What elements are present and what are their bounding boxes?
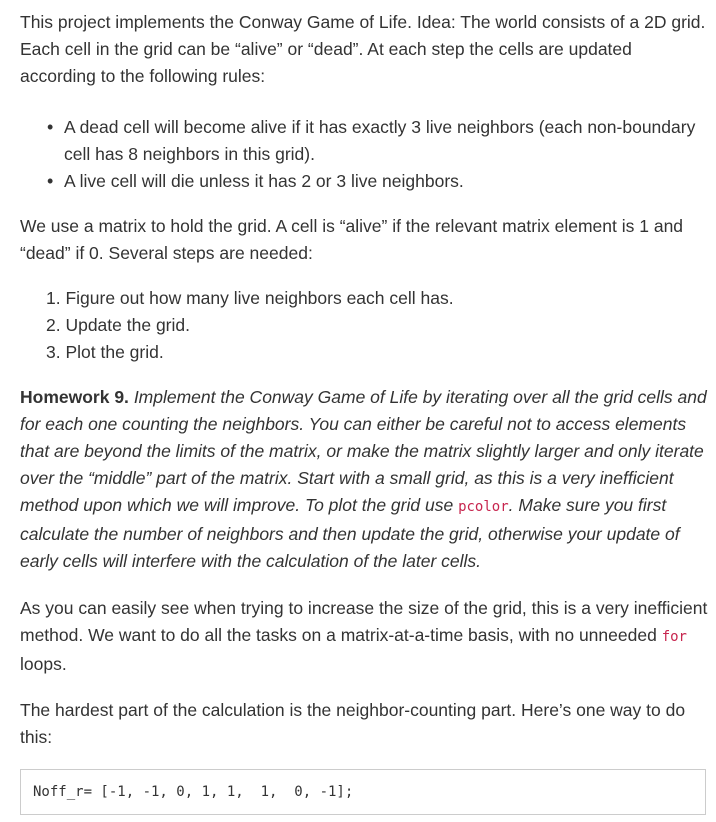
inefficient-text-before: As you can easily see when trying to increase the size of the grid, this is a very inefficient method. We want to do all the tasks on a matrix-at-a-time basis, with no unneeded xyxy=(20,598,708,645)
intro-paragraph: This project implements the Conway Game of Life. Idea: The world consists of a 2D grid. Each cell in the grid can be “alive” or “dead”. At each step the cells are updated according to the following rules: xyxy=(20,12,706,86)
homework-paragraph xyxy=(20,384,710,575)
for-code: for xyxy=(661,629,687,645)
list-item: • A live cell will die unless it has 2 or 3 live neighbors. xyxy=(64,168,710,195)
inefficient-paragraph xyxy=(20,595,710,678)
inefficient-text-after: loops. xyxy=(20,654,67,674)
hardest-paragraph: The hardest part of the calculation is the neighbor-counting part. Here’s one way to do this: xyxy=(20,700,686,747)
rules-list xyxy=(20,114,710,195)
list-item: 3. Plot the grid. xyxy=(46,342,164,362)
homework-text xyxy=(20,387,707,571)
document-body xyxy=(20,9,710,815)
matrix-paragraph: We use a matrix to hold the grid. A cell is “alive” if the relevant matrix element is 1 and “dead” if 0. Several steps are needed: xyxy=(20,216,684,263)
homework-text-before: Implement the Conway Game of Life by iterating over all the grid cells and for each one counting the neighbors. You can either be careful not to access elements that are beyond the limits of the matrix, or make the matrix slightly larger and only iterate over the “middle” part of the matrix. Start with a small grid, as this is a very inefficient method upon which we will improve. To plot the grid use xyxy=(20,387,707,515)
code-block: Noff_r= [-1, -1, 0, 1, 1, 1, 0, -1]; xyxy=(20,769,706,815)
list-item: 2. Update the grid. xyxy=(46,315,190,335)
homework-text-after: . Make sure you first calculate the number of neighbors and then update the grid, otherwise your update of early cells will interfere with the calculation of the later cells. xyxy=(20,495,680,571)
pcolor-code: pcolor xyxy=(458,499,509,515)
steps-list xyxy=(20,285,710,366)
list-item: 1. Figure out how many live neighbors each cell has. xyxy=(46,288,454,308)
homework-label: Homework 9. xyxy=(20,387,129,407)
list-item: • A dead cell will become alive if it has exactly 3 live neighbors (each non-boundary cell has 8 neighbors in this grid). xyxy=(64,114,710,168)
